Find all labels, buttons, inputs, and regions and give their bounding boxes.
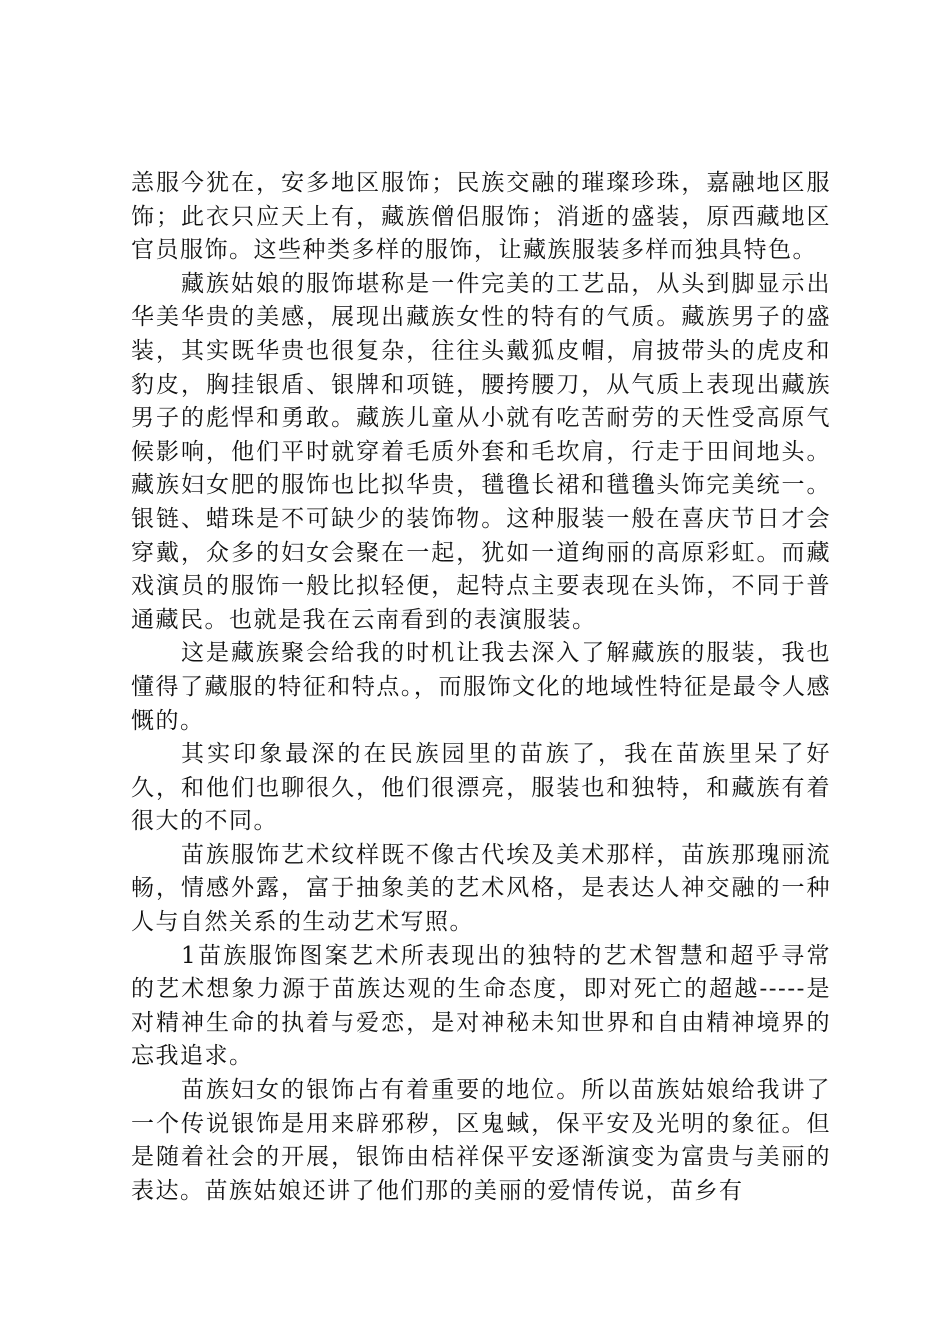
paragraph-3: 这是藏族聚会给我的时机让我去深入了解藏族的服装，我也懂得了藏服的特征和特点。，而服饰文化的地域性特征是最令人感慨的。 (131, 640, 831, 734)
paragraph-7: 苗族妇女的银饰占有着重要的地位。所以苗族姑娘给我讲了一个传说银饰是用来辟邪秽，区鬼蜮，保平安及光明的象征。但是随着社会的开展，银饰由桔祥保平安逐渐演变为富贵与美丽的表达。苗族姑娘还讲了他们那的美丽的爱情传说，苗乡有 (131, 1077, 831, 1204)
paragraph-6: 1苗族服饰图案艺术所表现出的独特的艺术智慧和超乎寻常的艺术想象力源于苗族达观的生命态度，即对死亡的超越-----是对精神生命的执着与爱恋，是对神秘未知世界和自由精神境界的忘我追求。 (131, 942, 831, 1070)
document-body (131, 167, 831, 1208)
paragraph-1: 恙服今犹在，安多地区服饰；民族交融的璀璨珍珠，嘉融地区服饰；此衣只应天上有，藏族僧侣服饰；消逝的盛装，原西藏地区官员服饰。这些种类多样的服饰，让藏族服装多样而独具特色。 (131, 170, 831, 264)
paragraph-4: 其实印象最深的在民族园里的苗族了，我在苗族里呆了好久，和他们也聊很久，他们很漂亮，服装也和独特，和藏族有着很大的不同。 (131, 741, 831, 835)
paragraph-5: 苗族服饰艺术纹样既不像古代埃及美术那样，苗族那瑰丽流畅，情感外露，富于抽象美的艺术风格，是表达人神交融的一种人与自然关系的生动艺术写照。 (131, 841, 831, 936)
paragraph-2: 藏族姑娘的服饰堪称是一件完美的工艺品，从头到脚显示出华美华贵的美感，展现出藏族女性的特有的气质。藏族男子的盛装，其实既华贵也很复杂，往往头戴狐皮帽，肩披带头的虎皮和豹皮，胸挂银盾、银牌和项链，腰挎腰刀，从气质上表现出藏族男子的彪悍和勇敢。藏族儿童从小就有吃苦耐劳的天性受高原气候影响，他们平时就穿着毛质外套和毛坎肩，行走于田间地头。藏族妇女肥的服饰也比拟华贵，氆氇长裙和氆氇头饰完美统一。银链、蜡珠是不可缺少的装饰物。这种服装一般在喜庆节日才会穿戴，众多的妇女会聚在一起，犹如一道绚丽的高原彩虹。而藏戏演员的服饰一般比拟轻便，起特点主要表现在头饰，不同于普通藏民。也就是我在云南看到的表演服装。 (131, 270, 831, 633)
